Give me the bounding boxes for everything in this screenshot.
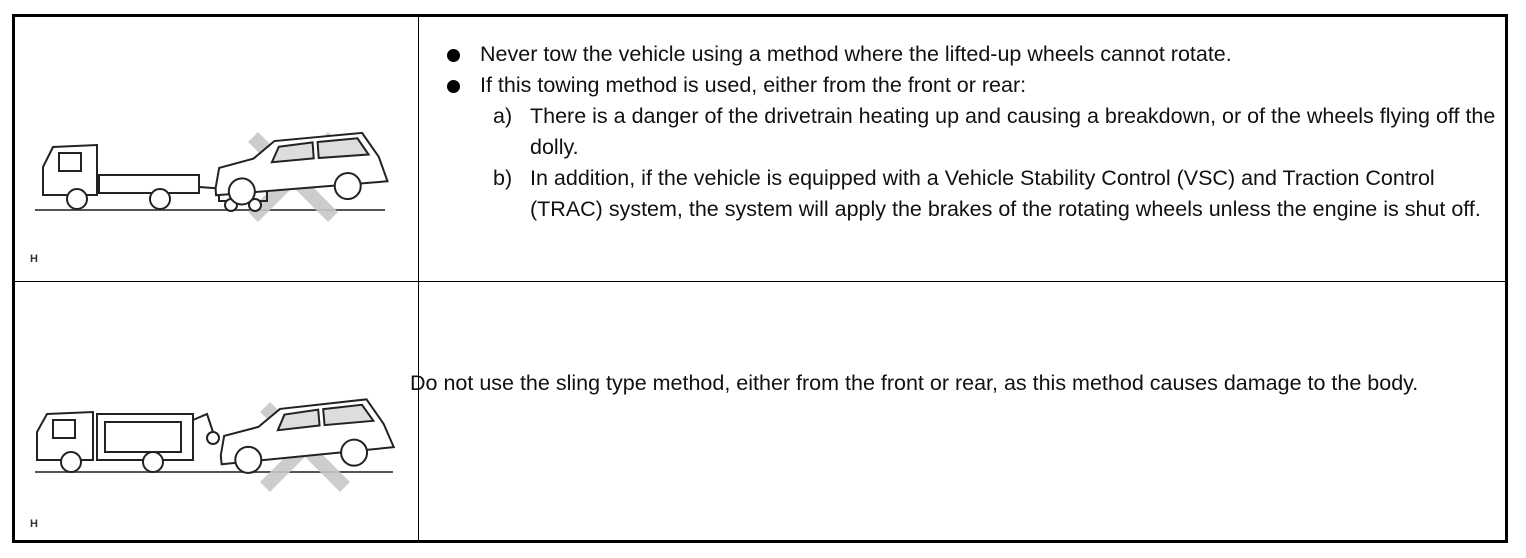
sling-tow-drawing: [15, 282, 418, 546]
dolly-tow-drawing: [15, 17, 418, 281]
sub-item: [435, 163, 1505, 225]
sub-item-text: There is a danger of the drivetrain heating up and causing a breakdown, or of the wheels flying off the dolly.: [530, 104, 1496, 159]
bullet-text: If this towing method is used, either from the front or rear:: [480, 73, 1027, 97]
dolly-tow-illustration: [15, 17, 418, 281]
sub-item-marker: a): [493, 104, 513, 128]
sub-item: [435, 101, 1505, 163]
bullet-icon: [447, 49, 460, 62]
row1-text: [435, 39, 1505, 225]
bullet-item: [435, 70, 1505, 101]
figure-mark: H: [30, 253, 38, 265]
bullet-item: [435, 39, 1505, 70]
bullet-icon: [447, 80, 460, 93]
sling-tow-illustration: [15, 282, 418, 546]
figure-mark: H: [30, 518, 38, 530]
column-divider: [418, 17, 419, 540]
warning-table: [12, 14, 1508, 543]
row2-text: Do not use the sling type method, either from the front or rear, as this method causes damage to the body.: [410, 371, 1419, 395]
sub-item-text: In addition, if the vehicle is equipped with a Vehicle Stability Control (VSC) and Traction Control (TRAC) system, the system will apply the brakes of the rotating wheels unless the engine is shut off.: [530, 166, 1481, 221]
sub-item-marker: b): [493, 166, 513, 190]
bullet-text: Never tow the vehicle using a method where the lifted-up wheels cannot rotate.: [480, 42, 1232, 66]
